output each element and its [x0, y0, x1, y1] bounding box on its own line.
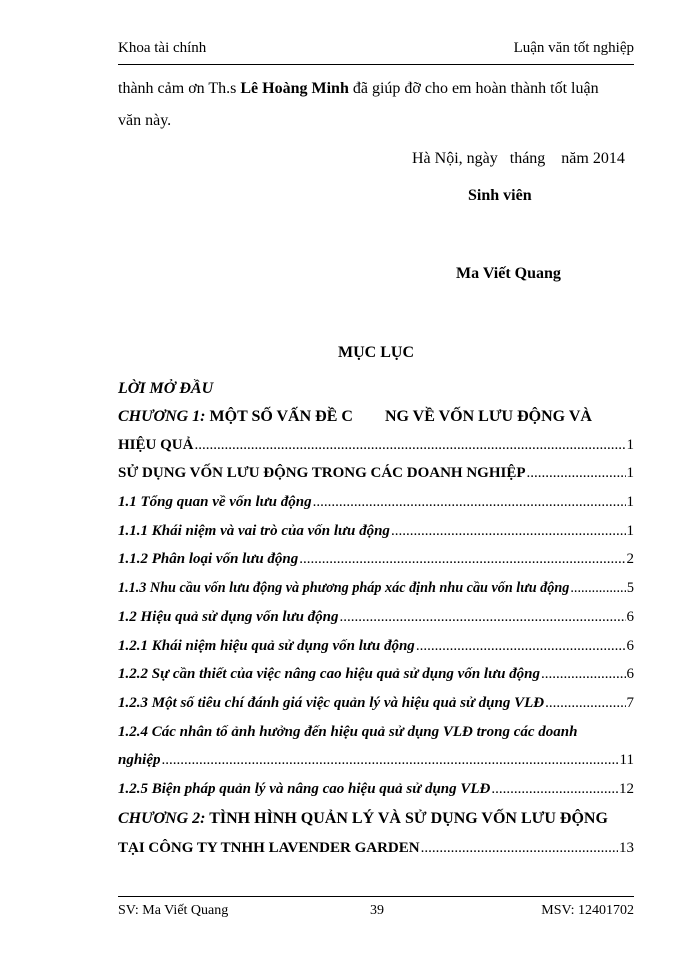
toc-entry — [118, 638, 634, 655]
signature-date: Hà Nội, ngày tháng năm 2014 — [412, 150, 625, 167]
toc-chapter-2-line-1 — [118, 810, 608, 828]
signature-role: Sinh viên — [468, 187, 532, 204]
intro-text-before: thành cảm ơn Th.s — [118, 80, 241, 97]
toc-entry-title: nghiệp — [118, 752, 161, 768]
intro-line-1 — [118, 80, 634, 98]
toc-leader — [313, 494, 626, 511]
chapter-1-title-part-2: HIỆU QUẢ — [118, 437, 194, 453]
chapter-1-title-part-3: SỬ DỤNG VỐN LƯU ĐỘNG TRONG CÁC DOANH NGHIỆP — [118, 465, 526, 481]
chapter-2-title-part-1: TÌNH HÌNH QUẢN LÝ VÀ SỬ DỤNG VỐN LƯU ĐỘNG — [205, 810, 608, 827]
toc-page-number: 7 — [626, 695, 634, 711]
signature-name: Ma Viết Quang — [456, 265, 561, 282]
toc-page-number: 6 — [626, 609, 634, 625]
intro-text-after: đã giúp đỡ cho em hoàn thành tốt luận — [348, 80, 599, 97]
toc-entry — [118, 695, 634, 712]
toc-chapter-1-line-1 — [118, 408, 592, 426]
toc-chapter-1-line-2 — [118, 437, 634, 454]
toc-title: MỤC LỤC — [338, 344, 414, 361]
toc-chapter-2-line-2 — [118, 840, 634, 857]
toc-entry-title: 1.2.2 Sự cần thiết của việc nâng cao hiệu quả sử dụng vốn lưu động — [118, 666, 541, 682]
toc-entry — [118, 752, 634, 769]
toc-leader — [162, 752, 619, 769]
intro-line-2: văn này. — [118, 112, 172, 129]
toc-entry — [118, 580, 634, 597]
toc-entry — [118, 609, 634, 626]
toc-page-number: 6 — [626, 666, 634, 682]
toc-entry-title: 1.2.3 Một số tiêu chí đánh giá việc quản lý và hiệu quả sử dụng VLĐ — [118, 695, 545, 711]
toc-entry — [118, 666, 634, 683]
toc-page-number: 12 — [619, 781, 634, 797]
toc-page-number: 11 — [619, 752, 634, 768]
chapter-2-title-part-2: TẠI CÔNG TY TNHH LAVENDER GARDEN — [118, 840, 420, 856]
toc-page-number: 13 — [619, 840, 634, 856]
chapter-1-title-part-1: MỘT SỐ VẤN ĐỀ C NG VỀ VỐN LƯU ĐỘNG VÀ — [205, 408, 592, 425]
toc-preface: LỜI MỞ ĐẦU — [118, 380, 214, 397]
toc-entry-title: 1.1 Tổng quan về vốn lưu động — [118, 494, 312, 510]
footer-rule — [118, 896, 634, 897]
toc-leader — [194, 437, 625, 454]
header-rule — [118, 64, 634, 65]
toc-leader — [391, 523, 626, 540]
toc-entry — [118, 781, 634, 798]
footer-student-id: MSV: 12401702 — [541, 903, 634, 918]
toc-leader — [340, 609, 626, 626]
toc-entry-1-2-4-line-1: 1.2.4 Các nhân tố ảnh hưởng đến hiệu quả sử dụng VLĐ trong các doanh — [118, 724, 578, 740]
toc-leader — [299, 551, 625, 568]
toc-page-number: 1 — [626, 523, 634, 539]
toc-page-number: 1 — [626, 494, 634, 510]
toc-leader — [545, 695, 625, 712]
toc-entry-title: 1.1.2 Phân loại vốn lưu động — [118, 551, 299, 567]
toc-entry-title: 1.2.1 Khái niệm hiệu quả sử dụng vốn lưu động — [118, 638, 415, 654]
toc-leader — [491, 781, 618, 798]
toc-entry-title: 1.1.3 Nhu cầu vốn lưu động và phương pháp xác định nhu cầu vốn lưu động — [118, 580, 570, 596]
toc-entry-title: 1.2 Hiệu quả sử dụng vốn lưu động — [118, 609, 339, 625]
advisor-name: Lê Hoàng Minh — [240, 80, 349, 97]
toc-leader — [541, 666, 625, 683]
chapter-2-label: CHƯƠNG 2: — [118, 810, 206, 827]
toc-page-number: 6 — [626, 638, 634, 654]
toc-entry-title: 1.1.1 Khái niệm và vai trò của vốn lưu động — [118, 523, 390, 539]
toc-page-number: 1 — [626, 465, 634, 481]
toc-leader — [416, 638, 626, 655]
toc-entry — [118, 551, 634, 568]
toc-page-number: 5 — [626, 580, 634, 596]
toc-entry — [118, 494, 634, 511]
toc-page-number: 1 — [626, 437, 634, 453]
footer-page-number: 39 — [370, 903, 384, 918]
toc-leader — [570, 580, 626, 597]
footer-student: SV: Ma Viết Quang — [118, 903, 229, 918]
toc-page-number: 2 — [626, 551, 634, 567]
toc-entry — [118, 523, 634, 540]
header-right: Luận văn tốt nghiệp — [513, 40, 634, 56]
toc-entry-title: 1.2.5 Biện pháp quản lý và nâng cao hiệu quả sử dụng VLĐ — [118, 781, 491, 797]
toc-chapter-1-line-3 — [118, 465, 634, 482]
header-left: Khoa tài chính — [118, 40, 207, 56]
chapter-1-label: CHƯƠNG 1: — [118, 408, 206, 425]
toc-leader — [421, 840, 618, 857]
toc-leader — [527, 465, 626, 482]
